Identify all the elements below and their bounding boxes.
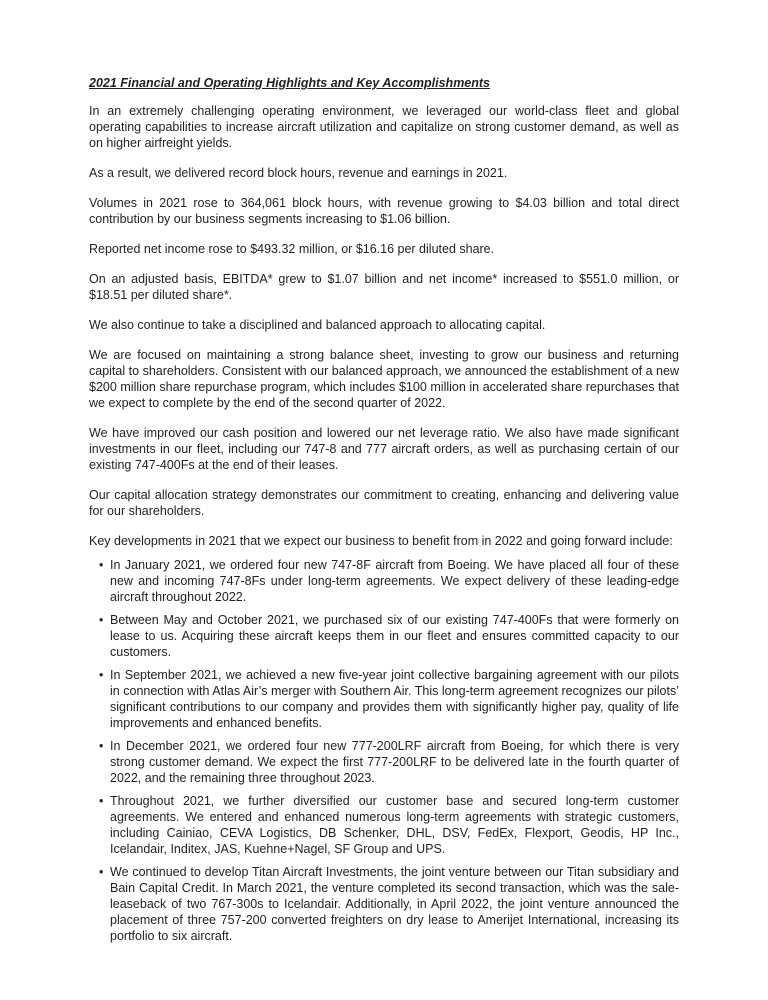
list-item bbox=[89, 738, 679, 786]
list-item-text: In September 2021, we achieved a new five-year joint collective bargaining agreement with our pilots in connection with Atlas Air’s merger with Southern Air. This long-term agreement recognizes our pilots’ significant contributions to our company and provides them with significantly higher pay, quality of life improvements and enhanced benefits. bbox=[110, 668, 679, 730]
bullet-icon: • bbox=[99, 558, 104, 572]
bullet-icon: • bbox=[99, 739, 104, 753]
section-heading: 2021 Financial and Operating Highlights and Key Accomplishments bbox=[89, 76, 491, 90]
list-item-text: Between May and October 2021, we purchased six of our existing 747-400Fs that were formerly on lease to us. Acquiring these aircraft keeps them in our fleet and ensures committed capacity to our customers. bbox=[110, 613, 679, 659]
paragraph-operating-environment: In an extremely challenging operating environment, we leveraged our world-class fleet and global operating capabilities to increase aircraft utilization and capitalize on strong customer demand, as well as on higher airfreight yields. bbox=[89, 104, 679, 150]
list-item-text: In December 2021, we ordered four new 777-200LRF aircraft from Boeing, for which there is very strong customer demand. We expect the first 777-200LRF to be delivered late in the fourth quarter of 2022, and the remaining three throughout 2023. bbox=[110, 739, 679, 785]
key-developments-list bbox=[89, 557, 679, 944]
paragraph-volumes: Volumes in 2021 rose to 364,061 block hours, with revenue growing to $4.03 billion and total direct contribution by our business segments increasing to $1.06 billion. bbox=[89, 196, 679, 226]
paragraph-adjusted-basis: On an adjusted basis, EBITDA* grew to $1.07 billion and net income* increased to $551.0 million, or $18.51 per diluted share*. bbox=[89, 272, 679, 302]
list-item bbox=[89, 793, 679, 857]
paragraph-capital-approach: We also continue to take a disciplined and balanced approach to allocating capital. bbox=[89, 318, 546, 332]
bullet-icon: • bbox=[99, 794, 104, 808]
paragraph-net-income: Reported net income rose to $493.32 million, or $16.16 per diluted share. bbox=[89, 242, 495, 256]
paragraph-capital-allocation: Our capital allocation strategy demonstrates our commitment to creating, enhancing and delivering value for our shareholders. bbox=[89, 488, 679, 518]
paragraph-cash-position: We have improved our cash position and lowered our net leverage ratio. We also have made significant investments in our fleet, including our 747-8 and 777 aircraft orders, as well as purchasing certain of our existing 747-400Fs at the end of their leases. bbox=[89, 426, 679, 472]
paragraph-balance-sheet: We are focused on maintaining a strong balance sheet, investing to grow our business and returning capital to shareholders. Consistent with our balanced approach, we announced the establishment of a new $200 million share repurchase program, which includes $100 million in accelerated share repurchases that we expect to complete by the end of the second quarter of 2022. bbox=[89, 348, 679, 410]
bullet-icon: • bbox=[99, 613, 104, 627]
bullet-icon: • bbox=[99, 865, 104, 879]
paragraph-key-developments-intro: Key developments in 2021 that we expect our business to benefit from in 2022 and going forward include: bbox=[89, 534, 673, 548]
list-item bbox=[89, 667, 679, 731]
list-item-text: In January 2021, we ordered four new 747-8F aircraft from Boeing. We have placed all four of these new and incoming 747-8Fs under long-term agreements. We expect delivery of these leading-edge aircraft throughout 2022. bbox=[110, 558, 679, 604]
list-item-text: Throughout 2021, we further diversified our customer base and secured long-term customer agreements. We entered and enhanced numerous long-term agreements with strategic customers, including Cainiao, CEVA Logistics, DB Schenker, DHL, DSV, FedEx, Flexport, Geodis, HP Inc., Icelandair, Inditex, JAS, Kuehne+Nagel, SF Group and UPS. bbox=[110, 794, 679, 856]
list-item-text: We continued to develop Titan Aircraft Investments, the joint venture between our Titan subsidiary and Bain Capital Credit. In March 2021, the venture completed its second transaction, which was the sale-leaseback of two 767-300s to Icelandair. Additionally, in April 2022, the joint venture announced the placement of three 757-200 converted freighters on dry lease to Amerijet International, increasing its portfolio to six aircraft. bbox=[110, 865, 679, 943]
paragraph-record-results: As a result, we delivered record block hours, revenue and earnings in 2021. bbox=[89, 166, 508, 180]
list-item bbox=[89, 864, 679, 944]
list-item bbox=[89, 612, 679, 660]
list-item bbox=[89, 557, 679, 605]
bullet-icon: • bbox=[99, 668, 104, 682]
